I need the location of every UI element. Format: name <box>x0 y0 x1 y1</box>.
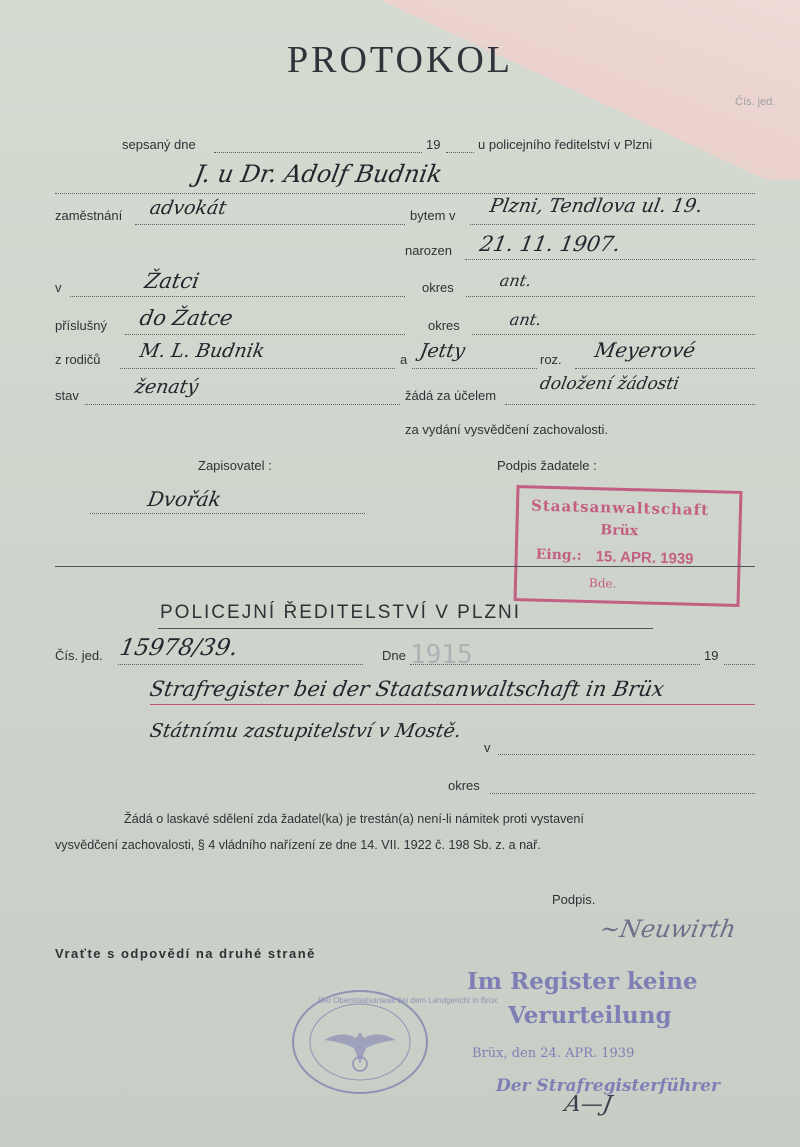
dotted-line <box>465 259 755 260</box>
no-conviction-stamp-signatory: Der Strafregisterführer <box>496 1076 720 1096</box>
dotted-line <box>472 334 755 335</box>
label-stav: stav <box>55 388 79 403</box>
dotted-line <box>55 193 755 194</box>
handwritten-birthdate: 21. 11. 1907. <box>477 232 623 256</box>
label-v: v <box>55 280 62 295</box>
handwritten-recorder-signature: Dvořák <box>145 487 224 511</box>
dotted-line <box>120 368 395 369</box>
dotted-line <box>724 664 755 665</box>
handwritten-mother: Jetty <box>418 340 467 362</box>
label-year: 19 <box>426 137 441 152</box>
heading-underline <box>158 628 653 629</box>
handwritten-residence: Plzni, Tendlova ul. 19. <box>488 195 705 217</box>
dotted-line <box>125 334 405 335</box>
label-zapisovatel: Zapisovatel : <box>198 458 272 473</box>
label-zamestnani: zaměstnání <box>55 208 123 223</box>
handwritten-okres-2: ant. <box>508 310 544 329</box>
faded-stamped-number: 1915 <box>410 640 473 670</box>
dotted-line <box>118 664 363 665</box>
label-dne: Dne <box>382 648 406 663</box>
dotted-line <box>70 296 405 297</box>
dotted-line <box>446 152 474 153</box>
handwritten-domicile: do Žatce <box>137 306 235 330</box>
dotted-line <box>410 664 700 665</box>
label-zada-za-ucelem: žádá za účelem <box>405 388 497 403</box>
stamp-line-2: Brüx <box>600 522 639 540</box>
return-instruction: Vraťte s odpovědí na druhé straně <box>55 946 316 961</box>
folded-corner <box>380 0 800 180</box>
registrar-signature: A—J <box>562 1092 614 1117</box>
handwritten-name: J. u Dr. Adolf Budnik <box>192 160 445 188</box>
label-police-office: u policejního ředitelství v Plzni <box>478 137 653 152</box>
seal-text: Der Oberstaatsanwalt bei dem Landgericht in Brüx <box>318 996 498 1005</box>
handwritten-occupation: advokát <box>148 197 229 219</box>
handwritten-purpose: doložení žádosti <box>538 374 681 394</box>
police-directorate-heading: POLICEJNÍ ŘEDITELSTVÍ V PLZNI <box>160 602 522 623</box>
official-eagle-seal <box>292 990 428 1094</box>
dotted-line <box>90 513 365 514</box>
handwritten-maiden-name: Meyerové <box>592 338 698 362</box>
label-narozen: narozen <box>405 243 452 258</box>
dotted-line <box>214 152 422 153</box>
handwritten-okres: ant. <box>498 271 534 290</box>
corner-reference-mark: Čís. jed. <box>735 96 776 108</box>
dotted-line <box>412 368 537 369</box>
dotted-line <box>505 404 755 405</box>
label-prislusny: příslušný <box>55 318 108 333</box>
handwritten-reference-number: 15978/39. <box>117 635 240 661</box>
request-text-line-2: vysvědčení zachovalosti, § 4 vládního nařízení ze dne 14. VII. 1922 č. 198 Sb. z. a nař. <box>55 838 541 852</box>
stamp-line-1: Staatsanwaltschaft <box>530 496 710 520</box>
handwritten-recipient-cz: Státnímu zastupitelství v Mostě. <box>148 720 463 742</box>
document-title: PROTOKOL <box>287 39 513 81</box>
handwritten-marital-status: ženatý <box>133 376 201 398</box>
dotted-line <box>498 754 755 755</box>
dotted-line <box>85 404 400 405</box>
label-sepsany-dne: sepsaný dne <box>122 137 196 152</box>
label-v-2: v <box>484 740 491 755</box>
label-okres: okres <box>422 280 454 295</box>
prosecutor-receipt-stamp <box>514 485 743 607</box>
handwritten-father: M. L. Budnik <box>138 340 267 362</box>
red-underline <box>150 704 755 705</box>
section-divider <box>55 566 755 567</box>
dotted-line <box>490 793 755 794</box>
eagle-icon <box>294 992 426 1092</box>
handwritten-recipient-de: Strafregister bei der Staatsanwaltschaft in Brüx <box>147 677 667 701</box>
no-conviction-stamp-date: Brüx, den 24. APR. 1939 <box>472 1046 635 1061</box>
no-conviction-stamp-line-2: Verurteilung <box>508 1002 672 1029</box>
label-bytem-v: bytem v <box>410 208 456 223</box>
request-text-line-1: Žádá o laskavé sdělení zda žadatel(ka) je trestán(a) není-li námitek proti vystavení <box>124 812 584 826</box>
stamp-bde: Bde. <box>588 575 617 591</box>
dotted-line <box>575 368 755 369</box>
dotted-line <box>135 224 405 225</box>
label-podpis: Podpis. <box>552 892 596 907</box>
official-signature: ~Neuwirth <box>597 915 739 943</box>
label-podpis-zadatele: Podpis žadatele : <box>497 458 597 473</box>
stamp-eing-date: 15. APR. 1939 <box>595 548 694 568</box>
label-z-rodicu: z rodičů <box>55 352 101 367</box>
label-cis-jed: Čís. jed. <box>55 648 103 663</box>
label-a: a <box>400 352 408 367</box>
label-year-2: 19 <box>704 648 719 663</box>
dotted-line <box>466 296 755 297</box>
handwritten-birthplace: Žatci <box>142 269 202 293</box>
label-okres-3: okres <box>448 778 480 793</box>
dotted-line <box>470 224 755 225</box>
label-okres-2: okres <box>428 318 460 333</box>
no-conviction-stamp-line-1: Im Register keine <box>467 968 698 995</box>
label-roz: roz. <box>540 352 562 367</box>
label-za-vydani: za vydání vysvědčení zachovalosti. <box>405 422 609 437</box>
stamp-eing-label: Eing.: <box>535 546 582 564</box>
